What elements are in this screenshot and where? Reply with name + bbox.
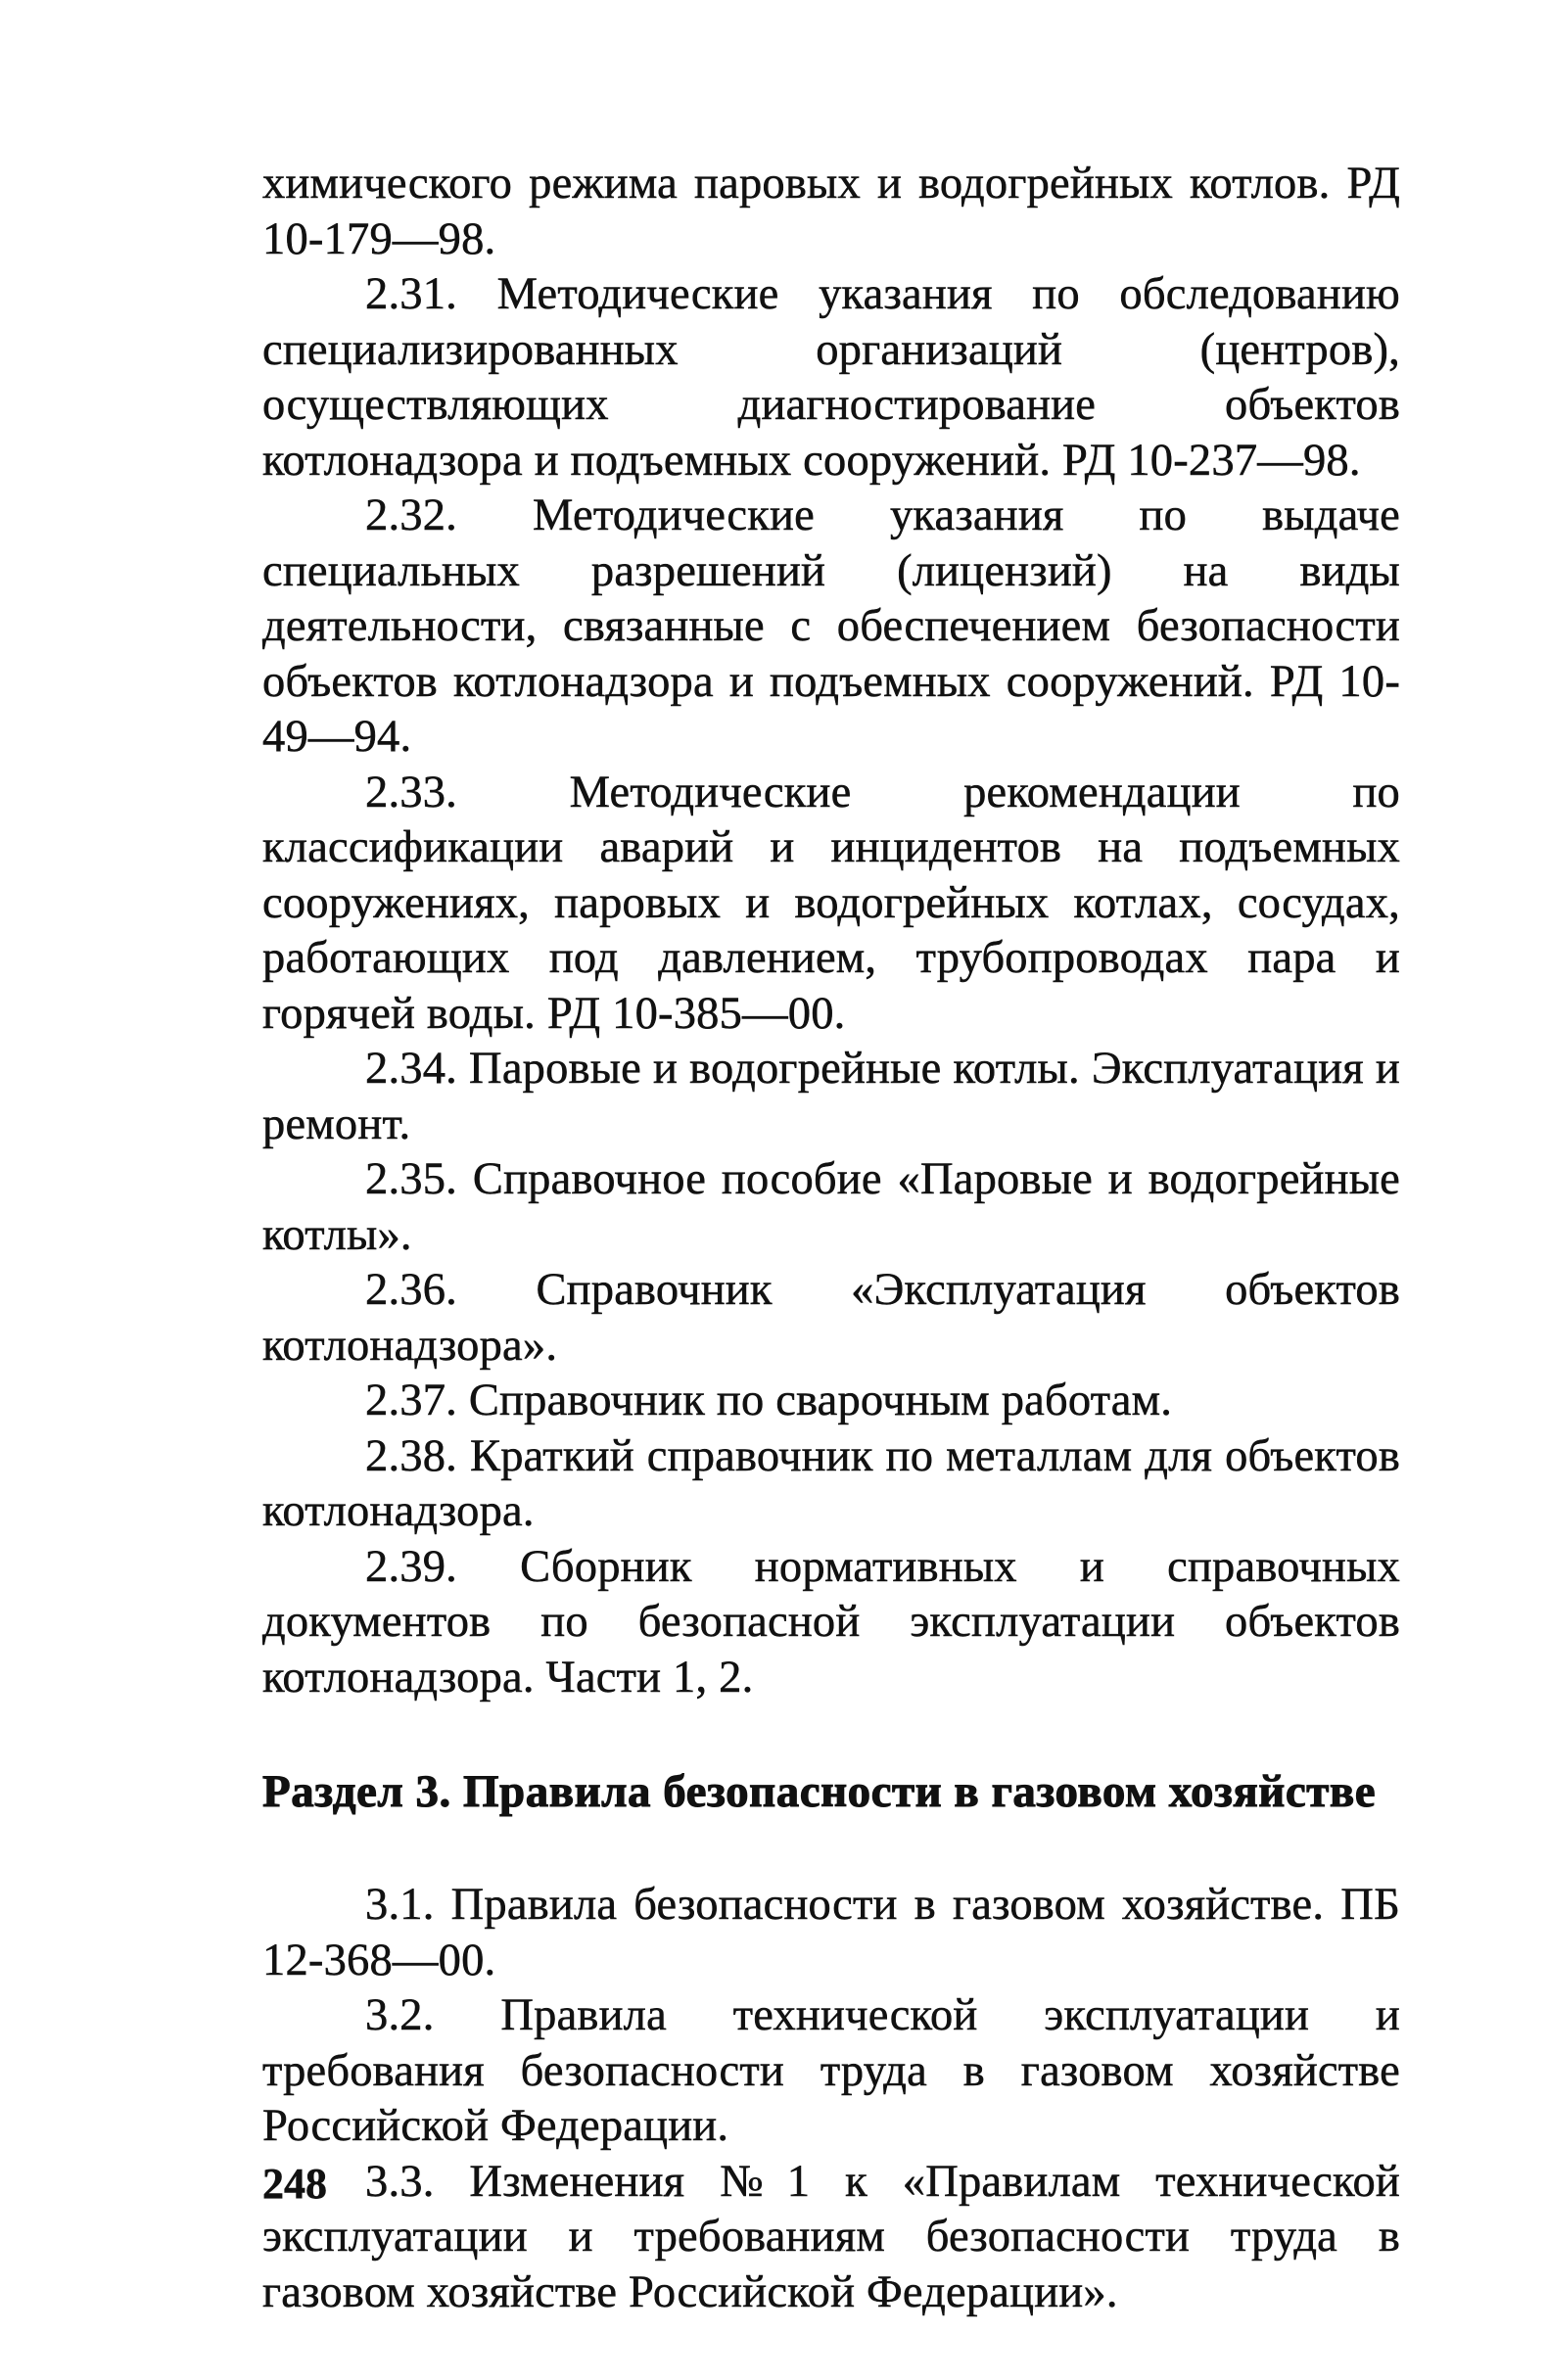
paragraph-item-2-33: 2.33. Методические рекомендации по классификации аварий и инцидентов на подъемных сооружениях, паровых и водогрейных котлах, сосудах, работающих под давлением, трубопроводах пара и горячей воды. РД 10-385—00. bbox=[262, 767, 1400, 1039]
section-heading: Раздел 3. Правила безопасности в газовом хозяйстве bbox=[262, 1766, 1377, 1817]
paragraph-item-2-37: 2.37. Справочник по сварочным работам. bbox=[365, 1376, 1173, 1425]
paragraph-item-2-38: 2.38. Краткий справочник по металлам для объектов котлонадзора. bbox=[262, 1430, 1400, 1536]
paragraph-continuation: химического режима паровых и водогрейных котлов. РД 10-179—98. bbox=[262, 159, 1400, 264]
paragraph-item-2-39: 2.39. Сборник нормативных и справочных документов по безопасной эксплуатации объектов котлонадзора. Части 1, 2. bbox=[262, 1541, 1400, 1703]
paragraph-item-2-31: 2.31. Методические указания по обследованию специализированных организаций (центров), осуществляющих диагностирование объектов котлонадзора и подъемных сооружений. РД 10-237—98. bbox=[262, 269, 1400, 486]
paragraph-item-2-36: 2.36. Справочник «Эксплуатация объектов котлонадзора». bbox=[262, 1265, 1400, 1371]
paragraph-item-2-32: 2.32. Методические указания по выдаче специальных разрешений (лицензий) на виды деятельности, связанные с обеспечением безопасности объектов котлонадзора и подъемных сооружений. РД 10-49—94. bbox=[262, 490, 1400, 762]
page-number: 248 bbox=[262, 2160, 327, 2208]
paragraph-item-3-1: 3.1. Правила безопасности в газовом хозяйстве. ПБ 12-368—00. bbox=[262, 1880, 1400, 1985]
paragraph-item-3-3: 3.3. Изменения №1 к «Правилам технической эксплуатации и требованиям безопасности труда в газовом хозяйстве Российской Федерации». bbox=[262, 2156, 1400, 2317]
paragraph-item-2-34: 2.34. Паровые и водогрейные котлы. Эксплуатация и ремонт. bbox=[262, 1044, 1400, 1149]
page-body bbox=[262, 157, 1400, 2320]
paragraph-item-2-35: 2.35. Справочное пособие «Паровые и водогрейные котлы». bbox=[262, 1154, 1400, 1260]
paragraph-item-3-2: 3.2. Правила технической эксплуатации и требования безопасности труда в газовом хозяйстве Российской Федерации. bbox=[262, 1990, 1400, 2151]
